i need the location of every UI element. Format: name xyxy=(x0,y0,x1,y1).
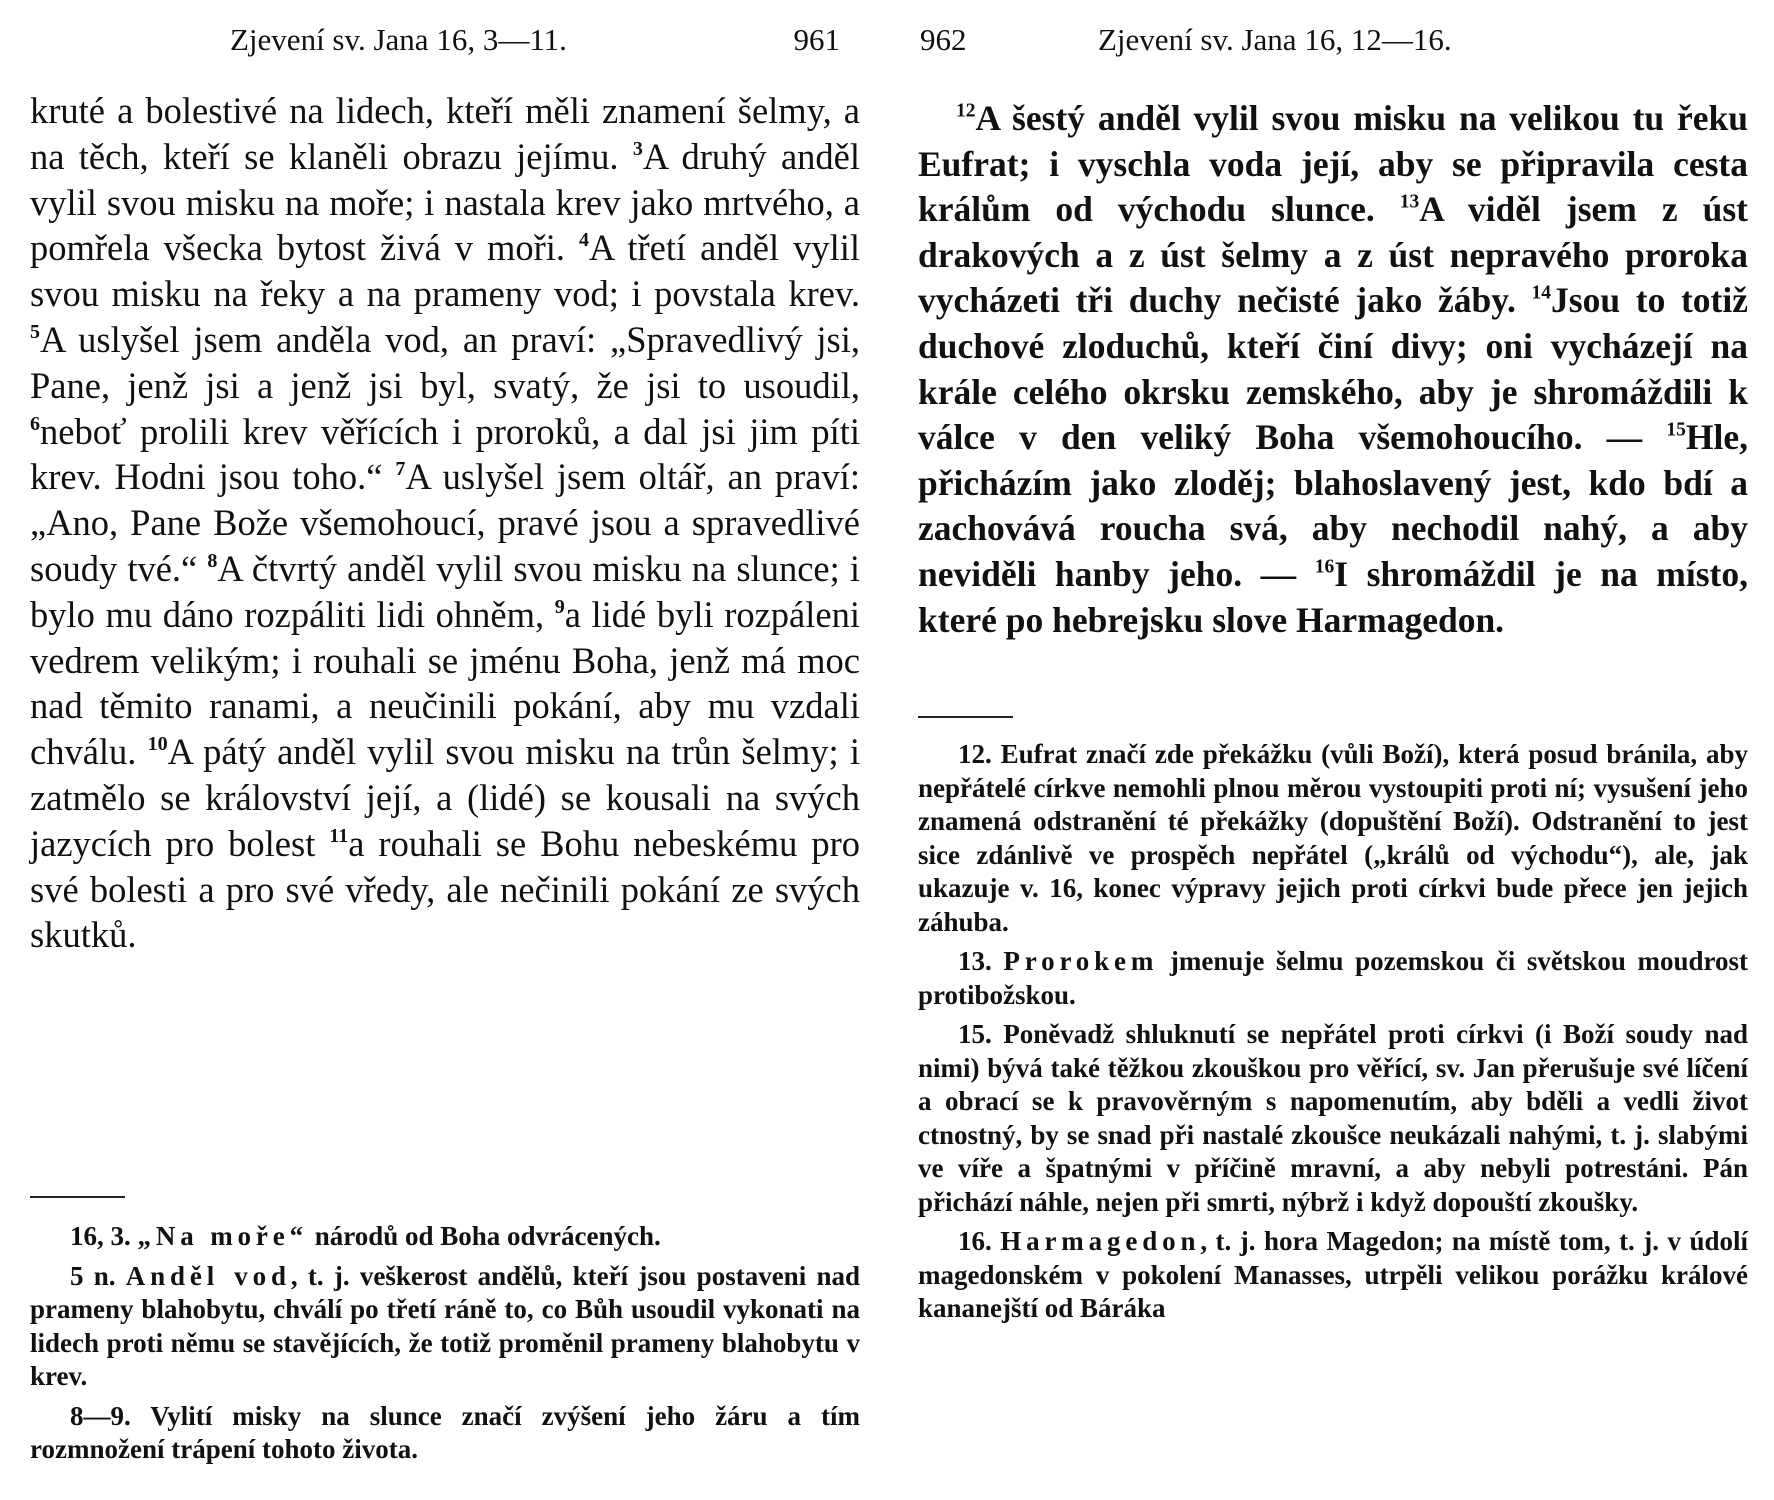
right-page-header xyxy=(918,22,1748,62)
footnote: 13. Prorokem jmenuje šelmu pozemskou či světskou moudrost protibožskou. xyxy=(918,946,1748,1010)
right-page xyxy=(918,0,1748,1500)
verse-number: 8 xyxy=(207,549,218,572)
page-number: 962 xyxy=(920,22,967,57)
page-number: 961 xyxy=(793,22,840,57)
scripture-text xyxy=(30,88,860,958)
scripture-paragraph: $^{12}$A šestý anděl vylil svou misku na velikou tu řeku Eufrat; i vyschla voda její, aby se připravila cesta králům od východu slunce. $^{13}$A viděl jsem z úst drakových a z úst šelmy a z úst nepravého proroka vycházeti tři duchy nečisté jako žáby. $^{14}$Jsou to totiž duchové zloduchů, kteří činí divy; oni vycházejí na krále celého okrsku zemského, aby je shromáždili k válce v den veliký Boha všemohoucího. — $^{15}$Hle, přicházím jako zloděj; blahoslavený jest, kdo bdí a zachovává roucha svá, aby nechodil nahý, a aby neviděli hanby jeho. — $^{16}$I shromáždil je na místo, které po hebrejsku slove Harmagedon. xyxy=(918,98,1748,640)
left-page-header xyxy=(30,22,860,62)
verse-number: 15 xyxy=(1666,419,1686,441)
scripture-paragraph: kruté a bolestivé na lidech, kteří měli znamení šelmy, a na těch, kteří se klaněli obrazu jejímu. $^3$A druhý anděl vylil svou misku na moře; i nastala krev jako mrtvého, a pomřela všecka bytost živá v moři. $^4$A třetí anděl vylil svou misku na řeky a na prameny vod; i povstala krev. $^5$A uslyšel jsem anděla vod, an praví: „Spravedlivý jsi, Pane, jenž jsi a jenž jsi byl, svatý, že jsi to usoudil, $^6$neboť prolili krev věřících i proroků, a dal jsi jim píti krev. Hodni jsou toho.“ $^7$A uslyšel jsem oltář, an praví: „Ano, Pane Bože všemohoucí, pravé jsou a spravedlivé soudy tvé.“ $^8$A čtvrtý anděl vylil svou misku na slunce; i bylo mu dáno rozpáliti lidi ohněm, $^9$a lidé byli rozpáleni vedrem velikým; i rouhali se jménu Boha, jenž má moc nad těmito ranami, a neučinili pokání, aby mu vzdali chválu. $^{10}$A pátý anděl vylil svou misku na trůn šelmy; i zatmělo se království její, a (lidé) se kousali na svých jazycích pro bolest $^{11}$a rouhali se Bohu nebeskému pro své bolesti a pro své vředy, ale nečinili pokání ze svých skutků. xyxy=(30,90,860,956)
verse-number: 6 xyxy=(30,412,41,435)
verse-number: 10 xyxy=(147,733,168,756)
footnote: 15. Poněvadž shluknutí se nepřátel proti církvi (i Boží soudy nad nimi) bývá také těžkou zkouškou pro věřící, sv. Jan přerušuje své líčení a obrací se k pravověrným s napomenutím, aby bděli a vedli život ctnostný, by se snad při nastalé zkoušce neukázali nahými, t. j. slabými ve víře a špatnými v příčině mravní, a aby nebyli potrestáni. Pán přichází náhle, nejen při smrti, nýbrž i když dopouští zkoušky. xyxy=(918,1019,1748,1217)
footnote: 8—9. Vylití misky na slunce značí zvýšení jeho žáru a tím rozmnožení trápení tohoto života. xyxy=(30,1400,860,1464)
running-title: Zjevení sv. Jana 16, 12—16. xyxy=(1098,22,1452,57)
footnote: 12. Eufrat značí zde překážku (vůli Boží), která posud bránila, aby nepřátelé církve nemohli plnou měrou vystoupiti proti ní; vysušení jeho znamená odstranění té překážky (dopuštění Boží). Odstranění to jest sice zdánlivě ve prospěch nepřátel („králů od východu“), ale, jak ukazuje v. 16, konec výpravy jejich proti církvi bude přece jen jejich záhuba. xyxy=(918,739,1748,937)
verse-number: 11 xyxy=(329,824,349,847)
footnote: 16, 3. „Na moře“ národů od Boha odvrácených. xyxy=(70,1221,661,1251)
footnotes xyxy=(30,1220,860,1473)
footnotes xyxy=(918,738,1748,1332)
verse-number: 7 xyxy=(395,458,406,481)
verse-number: 13 xyxy=(1399,191,1420,213)
footnote-divider xyxy=(30,1196,125,1198)
verse-number: 12 xyxy=(956,100,976,122)
left-page xyxy=(30,0,860,1500)
running-title: Zjevení sv. Jana 16, 3—11. xyxy=(230,22,567,57)
verse-number: 3 xyxy=(632,137,643,160)
scripture-text xyxy=(918,96,1748,643)
footnote: 5 n. Anděl vod, t. j. veškerost andělů, kteří jsou postaveni nad prameny blahobytu, chválí po třetí ráně to, co Bůh usoudil vykonati na lidech proti němu se stavějících, že totiž proměnil prameny blahobytu v krev. xyxy=(30,1260,860,1391)
verse-number: 9 xyxy=(554,595,565,618)
verse-number: 4 xyxy=(579,229,590,252)
verse-number: 16 xyxy=(1314,556,1335,578)
verse-number: 5 xyxy=(30,320,41,343)
footnote-divider xyxy=(918,716,1013,718)
footnote: 16. Harmagedon, t. j. hora Magedon; na místě tom, t. j. v údolí magedonském v pokolení Manasses, utrpěli velikou porážku králové kananejští od Báráka xyxy=(918,1226,1749,1323)
verse-number: 14 xyxy=(1531,282,1552,304)
